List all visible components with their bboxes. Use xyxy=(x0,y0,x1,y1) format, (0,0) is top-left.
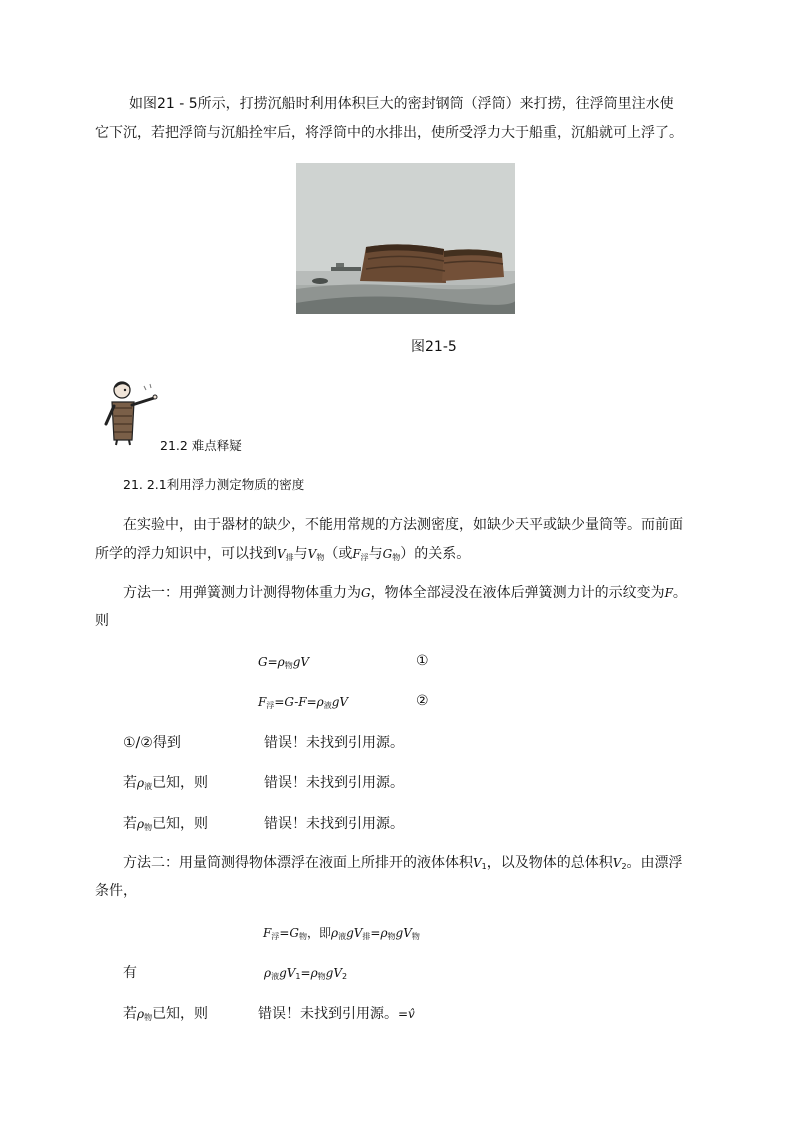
pontoon-illustration xyxy=(296,163,515,314)
derivation-row: ①/②得到 xyxy=(123,735,181,751)
text-run: （或 xyxy=(324,546,353,562)
text-run: 与 xyxy=(293,546,308,562)
symbol-V2: $V_2$ xyxy=(612,856,627,871)
paragraph-line: 在实验中，由于器材的缺少，不能用常规的方法测密度，如缺少天平或缺少量筒等。而前面 xyxy=(123,517,683,533)
symbol-G: G xyxy=(361,586,371,600)
symbol-V: $V_排$ xyxy=(277,547,294,562)
equation-3: $F_浮=G_物$，即$\rho_液gV_排=\rho_物gV_物$ xyxy=(263,926,420,941)
derivation-row: 有 xyxy=(123,965,137,981)
text-run: 与 xyxy=(368,546,383,562)
symbol-G: $G_物$ xyxy=(382,547,401,562)
reference-error-text: 错误！未找到引用源。 xyxy=(264,816,404,832)
salvage-pontoon-photo xyxy=(296,163,515,314)
reference-error-text: 错误！未找到引用源。 xyxy=(264,735,404,751)
equation-4: $\rho_液gV_1=\rho_物gV_2$ xyxy=(264,966,348,981)
equation-number: ② xyxy=(416,693,429,709)
reference-error-text: 错误！未找到引用源。=v̂ xyxy=(258,1006,415,1022)
symbol-F: $F_浮$ xyxy=(352,547,369,562)
paragraph-line: 方法一：用弹簧测力计测得物体重力为G，物体全部浸没在液体后弹簧测力计的示纹变为F。 xyxy=(123,585,687,601)
derivation-row: 若$\rho_物$已知，则 xyxy=(123,816,209,832)
symbol-V1: $V_1$ xyxy=(473,856,487,871)
paragraph-line: 则 xyxy=(95,613,109,629)
paragraph-line: 方法二：用量筒测得物体漂浮在液面上所排开的液体体积$V_1$，以及物体的总体积$V_2$。由漂浮 xyxy=(123,855,683,871)
text-run: ）的关系。 xyxy=(400,546,471,562)
text-run: 所学的浮力知识中，可以找到 xyxy=(95,546,277,562)
derivation-row: 若$\rho_液$已知，则 xyxy=(123,775,209,791)
paragraph-line xyxy=(95,544,470,567)
equation-number: ① xyxy=(416,653,429,669)
equation-1: $G=\rho_物gV$ xyxy=(258,655,310,670)
section-heading: 21.2 难点释疑 xyxy=(160,438,242,453)
symbol-V: $V_物$ xyxy=(307,547,325,562)
paragraph-line: 它下沉，若把浮筒与沉船拴牢后，将浮筒中的水排出，使所受浮力大于船重，沉船就可上浮了。 xyxy=(95,125,683,141)
symbol-F: F xyxy=(664,586,673,600)
field-code-remnant: =v̂ xyxy=(398,1007,415,1021)
paragraph-line: 条件， xyxy=(95,883,137,899)
reference-error-text: 错误！未找到引用源。 xyxy=(264,775,404,791)
cartoon-teacher-pointing-icon xyxy=(102,378,160,446)
equation-2: $F_浮=G-F=\rho_液gV$ xyxy=(258,695,349,710)
figure-caption: 图21-5 xyxy=(411,339,457,355)
derivation-row: 若$\rho_物$已知，则 xyxy=(123,1006,209,1022)
paragraph-line: 如图21 - 5所示，打捞沉船时利用体积巨大的密封钢筒（浮筒）来打捞，往浮筒里注水使 xyxy=(129,96,674,112)
subsection-heading: 21. 2.1利用浮力测定物质的密度 xyxy=(123,477,305,492)
